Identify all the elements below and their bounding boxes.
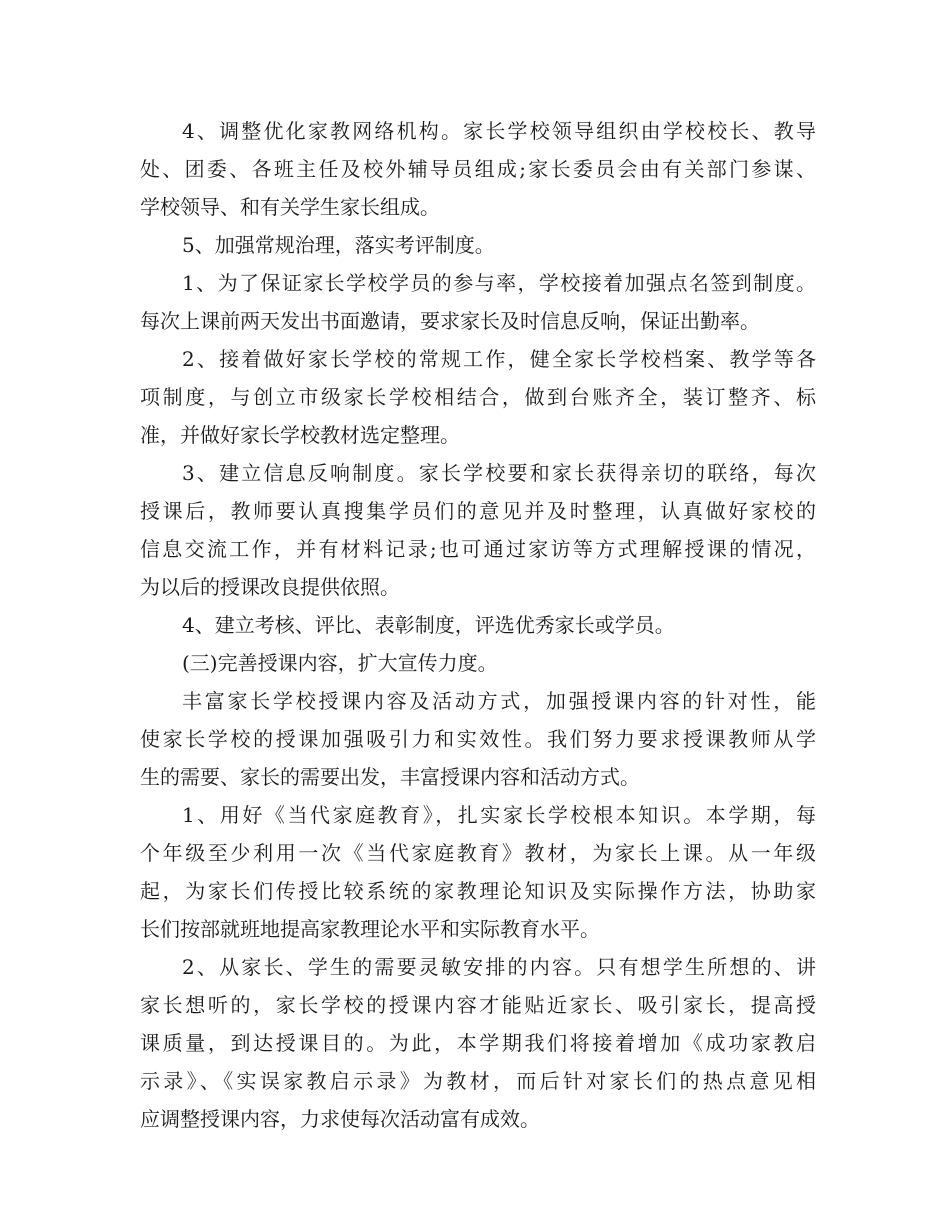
text-line: 个年级至少利用一次《当代家庭教育》教材，为家长上课。从一年级 xyxy=(140,841,816,865)
paragraph-family-education-textbook xyxy=(140,796,816,948)
paragraph-assessment xyxy=(140,606,816,644)
text-line: 课质量，到达授课目的。为此，本学期我们将接着增加《成功家教启 xyxy=(140,1031,816,1055)
paragraph-attendance xyxy=(140,264,816,340)
text-line: 家长想听的，家长学校的授课内容才能贴近家长、吸引家长，提高授 xyxy=(140,993,816,1017)
text-line: 处、团委、各班主任及校外辅导员组成;家长委员会由有关部门参谋、 xyxy=(140,157,816,181)
text-line: 2、接着做好家长学校的常规工作，健全家长学校档案、教学等各 xyxy=(182,347,816,371)
text-line: 4、调整优化家教网络机构。家长学校领导组织由学校校长、教导 xyxy=(182,119,816,143)
text-line: 1、为了保证家长学校学员的参与率，学校接着加强点名签到制度。 xyxy=(182,271,816,295)
text-line: 5、加强常规治理，落实考评制度。 xyxy=(182,233,495,257)
paragraph-heading-regular-management xyxy=(140,226,816,264)
text-line: 为以后的授课改良提供依照。 xyxy=(140,575,400,599)
text-line: 1、用好《当代家庭教育》，扎实家长学校根本知识。本学期，每 xyxy=(182,803,816,827)
text-line: 长们按部就班地提高家教理论水平和实际教育水平。 xyxy=(140,917,600,941)
paragraph-feedback-system xyxy=(140,454,816,606)
text-line: 项制度，与创立市级家长学校相结合，做到台账齐全，装订整齐、标 xyxy=(140,385,816,409)
paragraph-flexible-arrangement xyxy=(140,948,816,1138)
text-line: 使家长学校的授课加强吸引力和实效性。我们努力要求授课教师从学 xyxy=(140,727,816,751)
text-line: 学校领导、和有关学生家长组成。 xyxy=(140,195,440,219)
text-line: (三)完善授课内容，扩大宣传力度。 xyxy=(182,651,498,675)
document-body xyxy=(140,112,816,1138)
text-line: 2、从家长、学生的需要灵敏安排的内容。只有想学生所想的、讲 xyxy=(182,955,816,979)
text-line: 3、建立信息反响制度。家长学校要和家长获得亲切的联络，每次 xyxy=(182,461,816,485)
text-line: 信息交流工作，并有材料记录;也可通过家访等方式理解授课的情况， xyxy=(140,537,816,561)
text-line: 授课后，教师要认真搜集学员们的意见并及时整理，认真做好家校的 xyxy=(140,499,816,523)
paragraph-enrich-content xyxy=(140,682,816,796)
text-line: 示录》、《实误家教启示录》为教材，而后针对家长们的热点意见相 xyxy=(140,1069,816,1093)
paragraph-network-structure xyxy=(140,112,816,226)
text-line: 准，并做好家长学校教材选定整理。 xyxy=(140,423,460,447)
paragraph-heading-section-three xyxy=(140,644,816,682)
text-line: 每次上课前两天发出书面邀请，要求家长及时信息反响，保证出勤率。 xyxy=(140,309,760,333)
text-line: 应调整授课内容，力求使每次活动富有成效。 xyxy=(140,1107,540,1131)
text-line: 起，为家长们传授比较系统的家教理论知识及实际操作方法，协助家 xyxy=(140,879,816,903)
text-line: 丰富家长学校授课内容及活动方式，加强授课内容的针对性，能 xyxy=(182,689,816,713)
paragraph-routine-work xyxy=(140,340,816,454)
text-line: 生的需要、家长的需要出发，丰富授课内容和活动方式。 xyxy=(140,765,640,789)
text-line: 4、建立考核、评比、表彰制度，评选优秀家长或学员。 xyxy=(182,613,675,637)
